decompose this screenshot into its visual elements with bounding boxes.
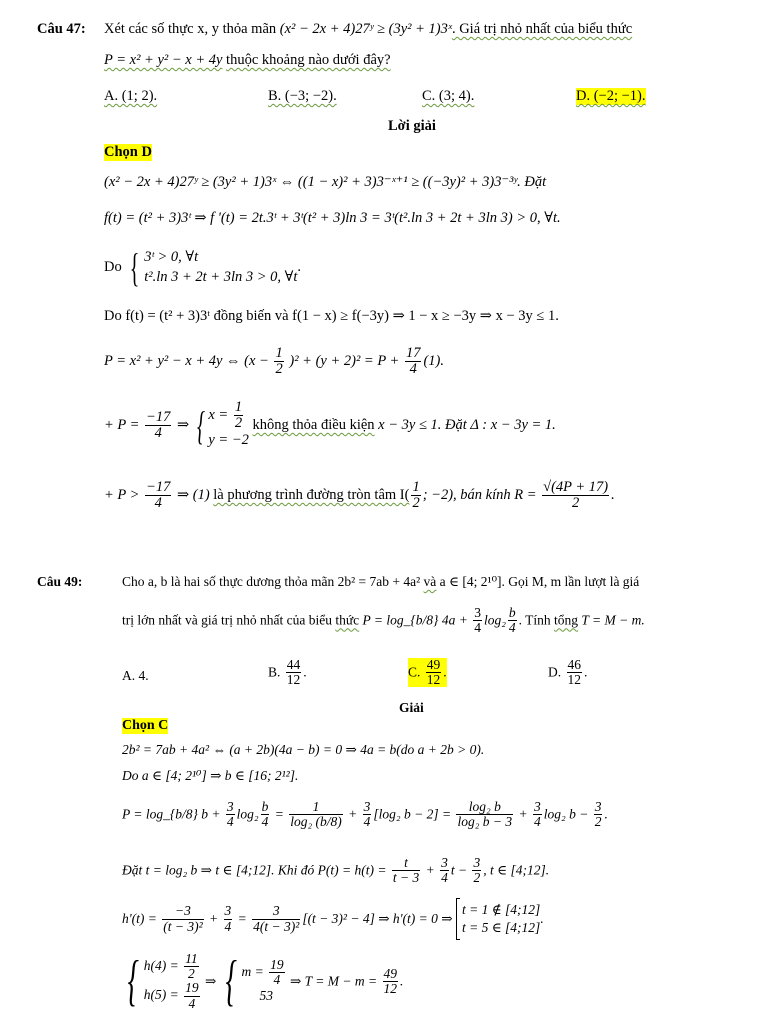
q47-l6-row-x	[208, 400, 249, 431]
q49-stem-line2	[122, 606, 645, 635]
q47-option-d: D. (−2; −1).	[576, 88, 646, 104]
q47-do-label: Do	[104, 259, 122, 276]
q47-l7c: là phương trình đường tròn tâm I(	[213, 487, 410, 504]
q49-stem-e: log₂	[483, 612, 506, 628]
label: D.	[548, 664, 562, 680]
q47-line2: f(t) = (t² + 3)3ᵗ ⇒ f '(t) = 2t.3ᵗ + 3ᵗ(t² + 3)ln 3 = 3ᵗ(t².ln 3 + 2t + 3ln 3) > 0, ∀t.	[104, 210, 561, 226]
q47-expression: P = x² + y² − x + 4y	[104, 52, 223, 68]
numerator: √(4P + 17)	[543, 479, 609, 495]
q47-stem-a: Xét các số thực x, y thỏa mãn	[104, 21, 277, 37]
q49-line4	[122, 856, 549, 885]
denominator: 4(t − 3)²	[253, 918, 300, 934]
numerator: t	[392, 856, 420, 871]
numerator: 19	[185, 980, 199, 996]
denominator: 12	[567, 672, 581, 688]
q47-do-row2: t².ln 3 + 2t + 3ln 3 > 0, ∀t	[144, 268, 298, 285]
denominator: 4	[224, 918, 232, 934]
q47-l6a: + P =	[104, 417, 140, 433]
q47-line1: (x² − 2x + 4)27ʸ ≥ (3y² + 1)3ˣ ⇔ ((1 − x)² + 3)3⁻ˣ⁺¹ ≥ ((−3y)² + 3)3⁻³ʸ. Đặt	[104, 174, 547, 190]
denominator: 4	[226, 814, 234, 830]
text: h(4) =	[143, 957, 179, 973]
q49-option-b: B. $\frac{44}{12}$ .	[268, 657, 307, 688]
q49-stem-tong: tổng	[554, 612, 579, 628]
q47-line6	[104, 400, 556, 451]
denominator: 4	[409, 361, 417, 378]
numerator: 19	[270, 956, 284, 972]
q47-l5d: (1).	[423, 353, 445, 370]
q49-l6-values	[144, 952, 202, 1011]
denominator: 12	[286, 672, 301, 688]
denominator: 4	[534, 814, 541, 830]
text: .	[604, 806, 608, 822]
q47-solution-title: Lời giải	[388, 118, 436, 134]
text: ⇒ T = M − m =	[289, 973, 378, 989]
q49-line2: Do a ∈ [4; 2¹⁰] ⇒ b ∈ [16; 2¹²].	[122, 768, 299, 783]
q47-l5-fraction-half	[274, 346, 283, 377]
brace-glyph: {	[127, 950, 139, 1013]
q49-stem-f: . Tính	[518, 612, 551, 628]
brace-glyph: {	[225, 950, 237, 1013]
q49-stem-c: trị lớn nhất và giá trị nhỏ nhất của biểu	[122, 612, 332, 628]
q47-l5a: P = x² + y² − x + 4y ⇔	[104, 353, 241, 370]
denominator: log₂ b − 3	[457, 814, 513, 830]
q47-option-c: C. (3; 4).	[422, 88, 475, 104]
text: .	[540, 911, 544, 926]
denominator: 4	[363, 814, 371, 830]
text: +	[348, 806, 358, 822]
denominator: (t − 3)²	[163, 918, 203, 934]
q49-option-a: A. 4.	[122, 668, 149, 683]
q47-line4: Do f(t) = (t² + 3)3ᵗ đồng biến và f(1 − x) ≥ f(−3y) ⇒ 1 − x ≥ −3y ⇒ x − 3y ≤ 1.	[104, 308, 559, 324]
q47-l7-radius	[542, 480, 609, 511]
q47-l6-system	[208, 400, 249, 451]
q47-stem-line1	[104, 21, 632, 38]
q47-l6-row-y: y = −2	[208, 432, 249, 449]
q47-l7e: .	[611, 487, 615, 504]
q47-l6d: x − 3y ≤ 1. Đặt Δ : x − 3y = 1.	[378, 417, 556, 433]
q49-l5-roots	[462, 901, 540, 937]
denominator: 2	[473, 870, 481, 886]
numerator: b	[508, 605, 516, 620]
denominator: 2	[275, 361, 283, 378]
denominator: 4	[474, 620, 481, 636]
text: m =	[241, 963, 264, 979]
q47-l7a: + P >	[104, 487, 140, 504]
text: +	[425, 862, 435, 878]
text: x =	[208, 407, 229, 424]
q47-l6b: ⇒	[176, 417, 190, 433]
q49-option-d: D. $\frac{46}{12}$ .	[548, 657, 588, 688]
h5-row	[144, 981, 202, 1010]
numerator: 46	[567, 657, 581, 672]
q49-stem-d: P = log_{b/8} 4a +	[362, 612, 472, 628]
q47-l7-fraction	[145, 480, 171, 511]
q47-l5-fraction-17-4	[405, 346, 422, 377]
q47-line5	[104, 346, 444, 377]
q49-l6-mM	[241, 958, 286, 1006]
numerator: 1	[412, 479, 420, 495]
denominator: t − 3	[392, 870, 420, 886]
q49-stem-va: và	[423, 574, 437, 589]
text: =	[274, 806, 284, 822]
q49-solution-title: Giải	[399, 700, 424, 715]
q49-line3	[122, 800, 608, 829]
q49-label: Câu 49:	[37, 574, 83, 589]
denominator: 2	[234, 415, 243, 432]
numerator: 11	[185, 951, 198, 966]
q47-l7d: ; −2), bán kính R =	[422, 487, 537, 504]
text: Đặt t = log₂ b ⇒ t ∈ [4;12]. Khi đó P(t) = h(t) =	[122, 862, 387, 878]
label: C.	[408, 664, 421, 680]
denominator: 12	[426, 672, 441, 688]
text: [log₂ b − 2] =	[373, 806, 452, 822]
m-row	[241, 958, 286, 987]
q47-l6c: không thỏa điều kiện	[252, 417, 375, 433]
numerator: 3	[226, 799, 234, 814]
numerator: 3	[473, 855, 481, 870]
q47-stem-b: . Giá trị nhỏ nhất của biểu thức	[451, 21, 633, 37]
numerator: 1	[289, 800, 343, 815]
q47-do-system	[104, 244, 302, 290]
brace-glyph: {	[196, 402, 205, 448]
q49-stem-b: a ∈ [4; 2¹⁰]. Gọi M, m lần lượt là giá	[439, 574, 640, 589]
brace-glyph: {	[130, 244, 140, 290]
text: log₂ b −	[543, 806, 589, 822]
q47-line7	[104, 480, 615, 511]
q49-line5	[122, 898, 544, 940]
q49-stem-frac-b-4	[508, 606, 517, 635]
q49-option-c: C. $\frac{49}{12}$ .	[408, 657, 447, 688]
q47-choice: Chọn D	[104, 144, 152, 160]
text: [(t − 3)² − 4] ⇒ h'(t) = 0 ⇒	[302, 911, 453, 926]
q47-l7-center-x	[411, 480, 420, 511]
numerator: 1	[275, 345, 283, 361]
numerator: 3	[474, 605, 481, 620]
numerator: b	[261, 799, 269, 814]
q47-option-b: B. (−3; −2).	[268, 88, 337, 104]
numerator: 49	[383, 965, 397, 981]
denominator: 4	[441, 870, 448, 886]
numerator: −17	[146, 479, 171, 495]
q47-do-rows	[144, 248, 297, 287]
numerator: 3	[252, 904, 300, 919]
denominator: 12	[383, 980, 397, 996]
root-1: t = 1 ∉ [4;12]	[461, 901, 541, 917]
text: +	[518, 806, 528, 822]
q47-stem-line2	[104, 52, 391, 69]
h4-row	[144, 952, 202, 981]
denominator: 4	[508, 620, 516, 636]
q47-l7b: ⇒ (1)	[176, 487, 210, 504]
denominator: 4	[154, 425, 162, 441]
numerator: 17	[405, 345, 421, 361]
numerator: 3	[441, 855, 448, 870]
numerator: 3	[594, 799, 602, 814]
numerator: log₂ b	[456, 800, 513, 815]
root-2: t = 5 ∈ [4;12]	[461, 920, 541, 935]
denominator: 2	[572, 495, 580, 512]
denominator: 2	[188, 966, 195, 982]
denominator: 2	[594, 814, 602, 830]
text: =	[237, 911, 247, 926]
numerator: 44	[286, 657, 301, 672]
bracket-glyph	[456, 898, 460, 940]
q49-line1: 2b² = 7ab + 4a² ⇔ (a + 2b)(4a − b) = 0 ⇒ 4a = b(do a + 2b > 0).	[122, 742, 485, 757]
numerator: −3	[162, 904, 203, 919]
numerator: 3	[363, 799, 371, 814]
q49-stem-frac-3-4	[473, 606, 482, 635]
numerator: −17	[146, 408, 171, 425]
q47-l6-fraction	[145, 410, 171, 441]
q47-l5c: )² + (y + 2)² = P +	[289, 353, 400, 370]
denominator: 2	[412, 495, 420, 512]
text: h(5) =	[143, 987, 179, 1003]
denominator: 4	[273, 971, 281, 987]
text: .	[400, 973, 404, 989]
text: log₂	[236, 806, 259, 822]
numerator: 3	[224, 903, 232, 919]
denominator: 4	[154, 495, 162, 512]
q49-stem-thuc: thức	[335, 612, 360, 628]
q49-stem-a: Cho a, b là hai số thực dương thỏa mãn 2b² = 7ab + 4a²	[122, 574, 421, 589]
q47-option-a: A. (1; 2).	[104, 88, 158, 104]
q47-stem-c: thuộc khoảng nào dưới đây?	[226, 52, 391, 68]
text: P = log_{b/8} b +	[122, 806, 221, 822]
q47-l5b: (x −	[244, 353, 269, 370]
label: B.	[268, 664, 281, 680]
q49-line6	[122, 952, 403, 1011]
denominator: log₂ (b/8)	[290, 814, 342, 830]
M-row: 53	[259, 987, 273, 1003]
q47-do-tail: .	[297, 259, 302, 276]
denominator: 4	[261, 814, 269, 830]
text: h'(t) =	[122, 911, 157, 926]
q49-stem-line1	[122, 574, 639, 590]
q47-condition: (x² − 2x + 4)27ʸ ≥ (3y² + 1)3ˣ	[279, 21, 452, 37]
text: ⇒	[205, 973, 217, 989]
text: +	[209, 911, 219, 926]
numerator: 1	[234, 399, 243, 415]
numerator: 49	[426, 657, 441, 672]
text: , t ∈ [4;12].	[483, 862, 550, 878]
q47-do-row1: 3ᵗ > 0, ∀t	[144, 249, 199, 265]
q49-choice: Chọn C	[122, 718, 169, 733]
q47-label: Câu 47:	[37, 21, 86, 37]
q49-stem-g: T = M − m.	[581, 612, 645, 628]
denominator: 4	[188, 995, 196, 1011]
numerator: 3	[534, 799, 541, 814]
text: t −	[450, 862, 468, 878]
